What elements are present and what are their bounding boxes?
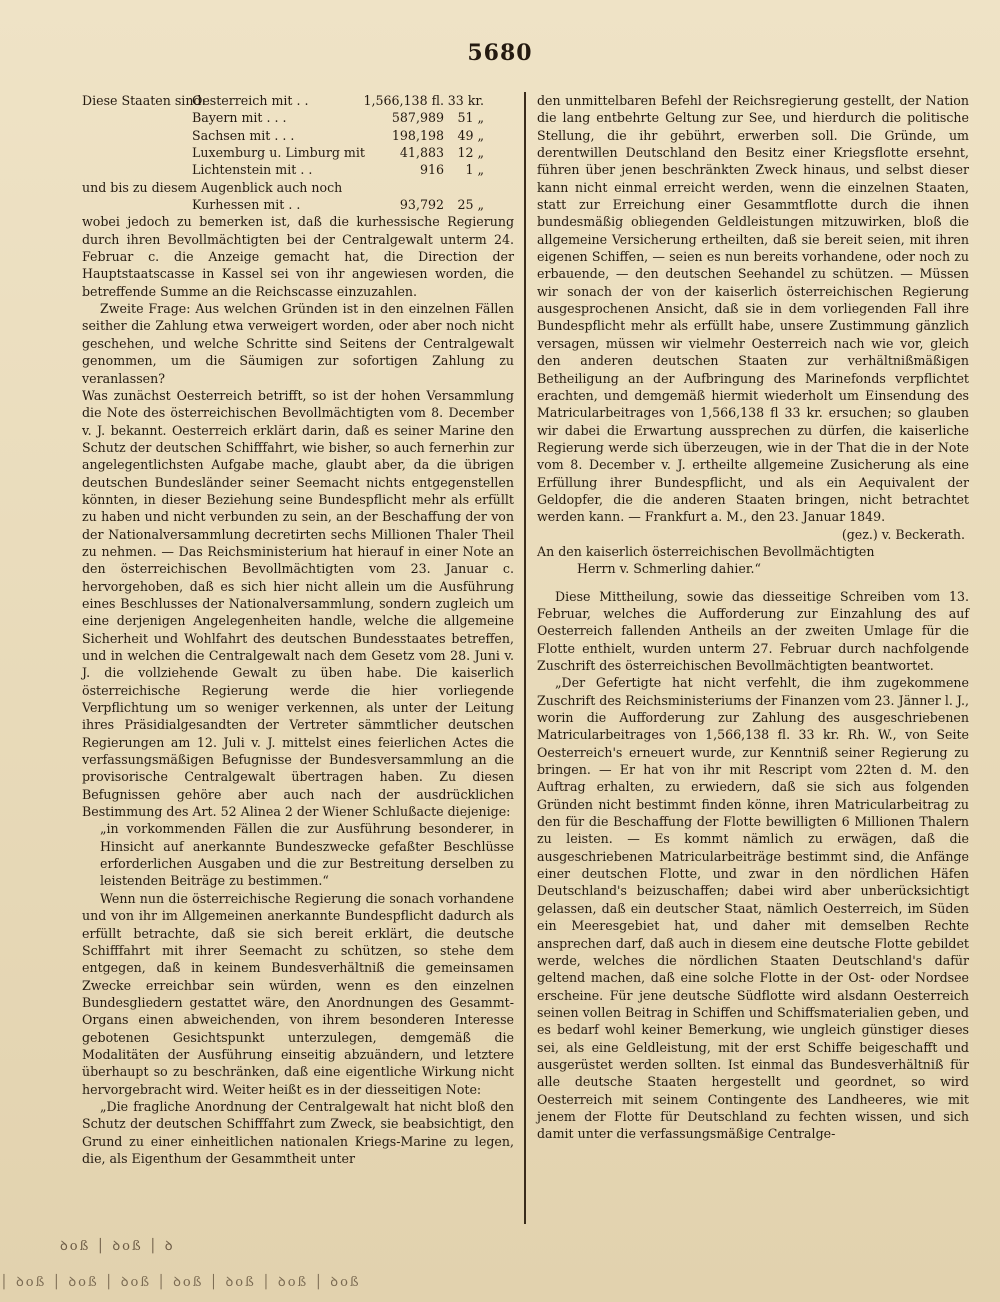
signature: (gez.) v. Beckerath. (841, 526, 965, 542)
left-column (82, 92, 514, 1167)
paragraph: „Der Gefertigte hat nicht verfehlt, die ihm zugekommene Zuschrift des Reichsministeriums der Finanzen vom 23. Jänner l. J., worin die Aufforderung zur Zahlung des ausgeschriebenen Matricularbeitrages von 1,566,138 fl. 33 kr. Rh. W., von Seite Oesterreich's erneuert wurde, zur Kenntniß seiner Regierung zu bringen. — Er hat von ihr mit Rescript vom 22ten d. M. den Auftrag erhalten, zu erwiedern, daß sie sich aus folgenden Gründen nicht bestimmt finden könne, ihren Matricularbeitrag zu den für die Beschaffung der Flotte bewilligten 6 Millionen Thalern zu leisten. — Es kommt nämlich zu erwägen, daß die ausgeschriebenen Matricularbeiträge bestimmt sind, die Anfänge einer deutschen Flotte, und zwar in den nördlichen Häfen Deutschland's beizuschaffen; dabei wird aber unberücksichtigt gelassen, daß ein deutscher Staat, nämlich Oesterreich, im Süden ein Meeresgebiet hat, und daher mit demselben Rechte ansprechen darf, daß auch in diesem eine deutsche Flotte gebildet werde, welches die nördlichen Staaten Deutschland's dafür geltend machen, daß eine solche Flotte in der Ost- oder Nordsee erscheine. Für jene deutsche Südflotte wird alsdann Oesterreich seinen vollen Beitrag in Schiffen und Schiffsmaterialien geben, und es bedarf wohl keiner Bemerkung, wie ungleich günstiger dieses sei, als eine Geldleistung, mit der erst Schiffe beigeschafft und ausgerüstet werden sollten. Ist einmal das Bundesverhältniß für alle deutsche Staaten hergestellt und geordnet, so wird Oesterreich mit seinem Contingente des Landheeres, wie mit jenem der Flotte für Deutschland zu fechten wissen, und sich damit unter die verfassungsmäßige Centralge- (537, 675, 969, 1142)
paragraph: Diese Mittheilung, sowie das diesseitige Schreiben vom 13. Februar, welches die Aufforderung zur Einzahlung des auf Oesterreich fallenden Antheils an der zweiten Umlage für die Flotte enthielt, wurden unterm 27. Februar durch nachfolgende Zuschrift des österreichischen Bevollmächtigten beantwortet. (537, 588, 969, 673)
states-extra-intro: und bis zu diesem Augenblick auch noch (82, 179, 343, 195)
paragraph: den unmittelbaren Befehl der Reichsregierung gestellt, der Nation die lang entbehrte Geltung zur See, und hierdurch die politische Stellung, die ihr gebührt, erwerben soll. Die Gründe, um derentwillen Deutschland den Besitz einer Kriegsflotte ersehnt, führen über jenen beschränkten Zweck hinaus, und selbst dieser kann nicht einmal erreicht werden, wenn die einzelnen Staaten, statt zur Erreichung einer Gesammtflotte durch die ihnen bundesmäßig obliegenden Geldleistungen mitzuwirken, bloß die allgemeine Versicherung ertheilten, daß sie bereit seien, mit ihren eigenen Schiffen, — seien es nun bereits vorhandene, oder noch zu erbauende, — den deutschen Seehandel zu schützen. — Müssen wir sonach der von der kaiserlich österreichischen Regierung ausgesprochenen Ansicht, daß sie in dem vorliegenden Fall ihre Bundespflicht mehr als erfüllt habe, unsere Zustimmung gänzlich versagen, müssen wir vielmehr Oesterreich nach wie vor, gleich den anderen deutschen Staaten zur verhältnißmäßigen Betheiligung an der Aufbringung des Marinefonds verpflichtet erachten, und demgemäß hiermit wiederholt um Einsendung des Matricularbeitrages von 1,566,138 fl 33 kr. ersuchen; so glauben wir dabei die Erwartung aussprechen zu dürfen, die kaiserliche Regierung werde sich überzeugen, wie in der That die in der Note vom 8. December v. J. ertheilte allgemeine Zusicherung als eine Erfüllung ihrer Bundespflicht, und als ein Aequivalent der Geldopfer, die die anderen Staaten bringen, nicht betrachtet werden kann. — Frankfurt a. M., den 23. Januar 1849. (537, 93, 969, 525)
column-divider (524, 92, 526, 1224)
states-label: Diese Staaten sind: (82, 93, 206, 108)
state-row: Diese Staaten sind: Oesterreich mit . . 1,566,138 fl. 33 kr. (82, 93, 484, 108)
paragraph: „Die fragliche Anordnung der Centralgewalt hat nicht bloß den Schutz der deutschen Schifffahrt zum Zweck, sie beabsichtigt, den Grund zu einer einheitlichen nationalen Kriegs-Marine zu legen, die, als Eigenthum der Gesammtheit unter (82, 1098, 514, 1166)
states-table (82, 92, 514, 213)
state-row: Luxemburg u. Limburg mit 41,883 12 „ (192, 145, 484, 161)
state-row: Kurhessen mit . . 93,792 25 „ (192, 197, 484, 213)
question-paragraph: Zweite Frage: Aus welchen Gründen ist in den einzelnen Fällen seither die Zahlung etwa verweigert worden, oder aber noch nicht geschehen, und welche Schritte sind Seitens der Centralgewalt genommen, um die Säumigen zur sofortigen Zahlung zu veranlassen? (82, 301, 514, 386)
state-row: Sachsen mit . . . 198,198 49 „ (192, 127, 484, 143)
address-line: An den kaiserlich österreichischen Bevollmächtigten (537, 543, 875, 559)
quotation: „in vorkommenden Fällen die zur Ausführung besonderer, in Hinsicht auf anerkannte Bundeszwecke gefaßter Beschlüsse erforderlichen Ausgaben und die zur Bestreitung derselben zu leistenden Beiträge zu bestimmen.“ (100, 821, 514, 889)
paragraph: Was zunächst Oesterreich betrifft, so ist der hohen Versammlung die Note des österreichischen Bevollmächtigten vom 8. December v. J. bekannt. Oesterreich erklärt darin, daß es seiner Marine den Schutz der deutschen Schifffahrt, wie bisher, so auch fernerhin zur angelegentlichsten Aufgabe mache, glaubt aber, da die übrigen deutschen Bundesländer seiner Seemacht nichts entgegenstellen könnten, in dieser Beziehung seine Bundespflicht mehr als erfüllt zu haben und nicht verbunden zu sein, an der Beschaffung der von der Nationalversammlung decretirten sechs Millionen Thaler Theil zu nehmen. — Das Reichsministerium hat hierauf in einer Note an den österreichischen Bevollmächtigten vom 23. Januar c. hervorgehoben, daß es sich hier nicht allein um die Ausführung eines Beschlusses der Nationalversammlung, sondern zugleich um eine derjenigen Angelegenheiten handle, welche die allgemeine Sicherheit und Wohlfahrt des deutschen Bundesstaates betreffen, und in welchen die Centralgewalt nach dem Gesetz vom 28. Juni v. J. die vollziehende Gewalt zu üben habe. Die kaiserlich österreichische Regierung werde die hier vorliegende Verpflichtung um so weniger verkennen, als unter der Leitung ihres Präsidialgesandten der Vertreter sämmtlicher deutschen Regierungen am 12. Juli v. J. mittelst eines feierlichen Actes die verfassungsmäßigen Befugnisse der Bundesversammlung an die provisorische Centralgewalt übertragen haben. Zu diesen Befugnissen gehöre aber auch nach der ausdrücklichen Bestimmung des Art. 52 Alinea 2 der Wiener Schlußacte diejenige: (82, 387, 514, 820)
right-column (537, 92, 969, 1143)
paragraph: Wenn nun die österreichische Regierung die sonach vorhandene und von ihr im Allgemeinen anerkannte Bundespflicht dadurch als erfüllt betrachte, daß sie sich bereit erklärt, die deutsche Schifffahrt mit ihrer Seemacht zu schützen, so stehe dem entgegen, daß in keinem Bundesverhältniß die gemeinsamen Zwecke erreichbar sein würden, wenn es den einzelnen Bundesgliedern gestattet wäre, den Anordnungen des Gesammt-Organs einen abweichenden, von ihrem besonderen Interesse gebotenen Gesichtspunkt unterzulegen, demgemäß die Modalitäten der Ausführung einseitig abzuändern, und letztere überhaupt so zu beschränken, daß eine eigentliche Wirkung nicht hervorgebracht wird. Weiter heißt es in der diesseitigen Note: (82, 890, 514, 1097)
page-number: 5680 (467, 40, 533, 66)
state-row: Lichtenstein mit . . 916 1 „ (192, 162, 484, 178)
state-row: Bayern mit . . . 587,989 51 „ (192, 110, 484, 126)
paragraph: wobei jedoch zu bemerken ist, daß die kurhessische Regierung durch ihren Bevollmächtigten bei der Centralgewalt unterm 24. Februar c. die Anzeige gemacht hat, die Direction der Hauptstaatscasse in Kassel sei von ihr angewiesen worden, die betreffende Summe an die Reichscasse einzuzahlen. (82, 214, 514, 299)
address-line: Herrn v. Schmerling dahier.“ (577, 561, 761, 577)
footer-stamp-strip: ꝺoß │ ꝺoß │ ꝺ (60, 1239, 175, 1254)
footer-stamp-strip: │ ꝺoß │ ꝺoß │ ꝺoß │ ꝺoß │ ꝺoß │ ꝺoß │ ꝺoß (0, 1275, 361, 1290)
